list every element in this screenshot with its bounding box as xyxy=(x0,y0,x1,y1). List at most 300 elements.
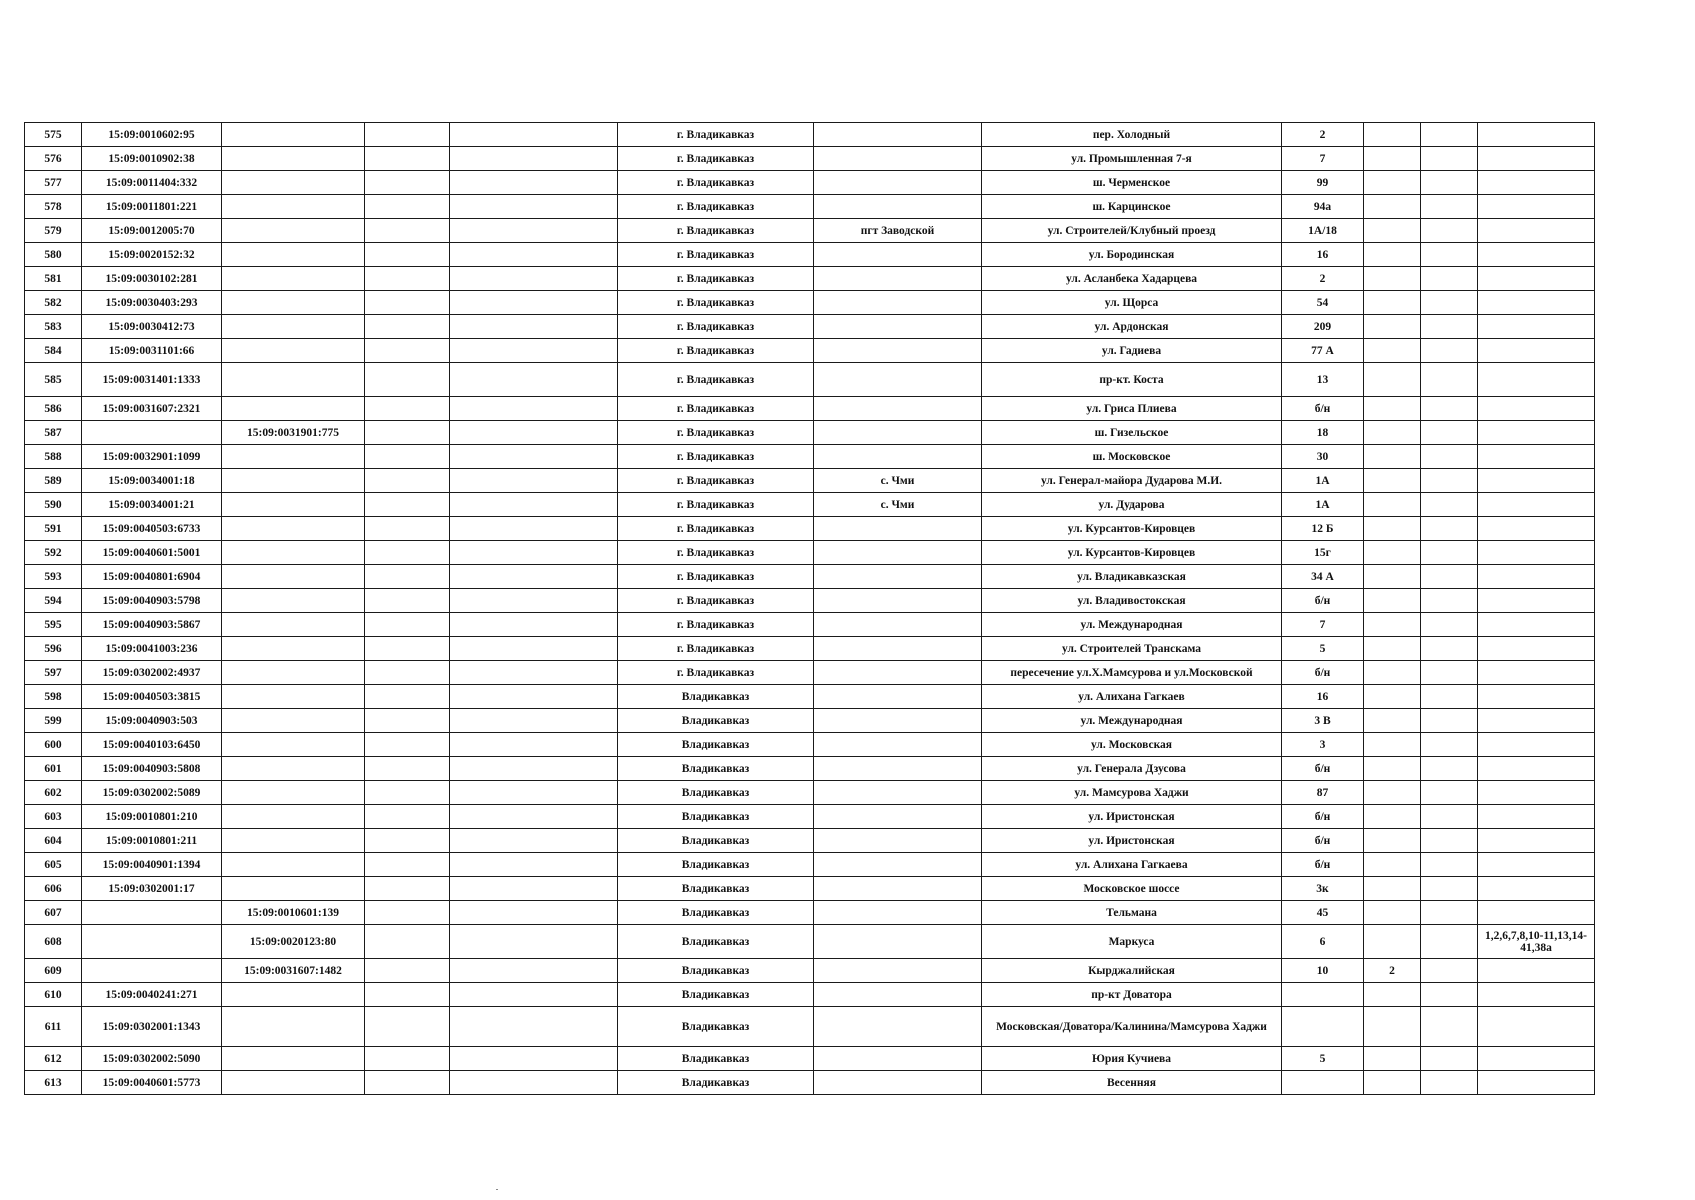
cell-row-number: 594 xyxy=(25,589,82,613)
cell-cadastral-number: 15:09:0040503:3815 xyxy=(82,685,222,709)
cell-cadastral-number-alt xyxy=(222,1007,365,1047)
cell-street: ул. Генерала Дзусова xyxy=(982,757,1282,781)
cell-cadastral-number: 15:09:0010902:38 xyxy=(82,147,222,171)
cell-settlement xyxy=(814,171,982,195)
cell-cadastral-number: 15:09:0040901:1394 xyxy=(82,853,222,877)
cell-empty xyxy=(1421,709,1478,733)
cell-house: 54 xyxy=(1282,291,1364,315)
cell-empty xyxy=(1421,733,1478,757)
cell-row-number: 582 xyxy=(25,291,82,315)
cell-extra-a xyxy=(1364,877,1421,901)
cell-cadastral-number: 15:09:0030412:73 xyxy=(82,315,222,339)
cell-row-number: 579 xyxy=(25,219,82,243)
cell-empty xyxy=(365,661,450,685)
cell-cadastral-number: 15:09:0031401:1333 xyxy=(82,363,222,397)
cell-empty xyxy=(450,853,618,877)
cell-empty xyxy=(1421,781,1478,805)
cell-empty xyxy=(450,315,618,339)
cell-house xyxy=(1282,983,1364,1007)
cell-extra-a xyxy=(1364,1071,1421,1095)
table-row xyxy=(25,613,1595,637)
cell-empty xyxy=(450,877,618,901)
cell-house: б/н xyxy=(1282,757,1364,781)
cell-city: г. Владикавказ xyxy=(618,421,814,445)
cell-extra-a xyxy=(1364,589,1421,613)
cell-cadastral-number-alt xyxy=(222,781,365,805)
cell-city: г. Владикавказ xyxy=(618,637,814,661)
cell-extra-a xyxy=(1364,267,1421,291)
cell-empty xyxy=(450,983,618,1007)
cell-empty xyxy=(450,397,618,421)
table-row xyxy=(25,1047,1595,1071)
cell-city: г. Владикавказ xyxy=(618,147,814,171)
cell-cadastral-number: 15:09:0010801:210 xyxy=(82,805,222,829)
cell-extra-a xyxy=(1364,195,1421,219)
cell-house: 18 xyxy=(1282,421,1364,445)
cell-extra-b xyxy=(1478,541,1595,565)
cell-empty xyxy=(450,1071,618,1095)
cell-street: ул. Международная xyxy=(982,709,1282,733)
cell-extra-b xyxy=(1478,733,1595,757)
table-row xyxy=(25,195,1595,219)
cell-empty xyxy=(450,805,618,829)
cell-cadastral-number-alt xyxy=(222,445,365,469)
cell-extra-b xyxy=(1478,517,1595,541)
cell-empty xyxy=(365,445,450,469)
cell-house: 15г xyxy=(1282,541,1364,565)
cell-empty xyxy=(1421,195,1478,219)
cell-city: г. Владикавказ xyxy=(618,243,814,267)
cell-extra-b xyxy=(1478,315,1595,339)
cell-extra-b xyxy=(1478,661,1595,685)
cell-extra-a xyxy=(1364,315,1421,339)
cell-empty xyxy=(365,853,450,877)
cell-house xyxy=(1282,1071,1364,1095)
table-row xyxy=(25,421,1595,445)
cell-empty xyxy=(450,469,618,493)
cell-street: ул. Иристонская xyxy=(982,805,1282,829)
cell-row-number: 585 xyxy=(25,363,82,397)
cell-cadastral-number: 15:09:0040903:5867 xyxy=(82,613,222,637)
cell-row-number: 584 xyxy=(25,339,82,363)
cell-empty xyxy=(450,709,618,733)
cell-extra-a xyxy=(1364,1047,1421,1071)
cell-extra-a xyxy=(1364,925,1421,959)
cell-extra-b xyxy=(1478,877,1595,901)
cell-settlement xyxy=(814,243,982,267)
cell-row-number: 603 xyxy=(25,805,82,829)
cell-extra-b xyxy=(1478,959,1595,983)
cell-extra-a xyxy=(1364,637,1421,661)
cell-settlement xyxy=(814,315,982,339)
cell-empty xyxy=(450,613,618,637)
cell-empty xyxy=(1421,123,1478,147)
cell-city: г. Владикавказ xyxy=(618,339,814,363)
cell-settlement xyxy=(814,637,982,661)
cell-empty xyxy=(450,541,618,565)
cell-extra-b xyxy=(1478,983,1595,1007)
cell-empty xyxy=(365,171,450,195)
cell-empty xyxy=(1421,1071,1478,1095)
cell-row-number: 604 xyxy=(25,829,82,853)
cell-cadastral-number: 15:09:0010801:211 xyxy=(82,829,222,853)
table-row xyxy=(25,315,1595,339)
cell-empty xyxy=(1421,147,1478,171)
cell-empty xyxy=(450,733,618,757)
cell-cadastral-number: 15:09:0034001:21 xyxy=(82,493,222,517)
cell-empty xyxy=(450,445,618,469)
cell-house: 77 А xyxy=(1282,339,1364,363)
cell-cadastral-number-alt xyxy=(222,123,365,147)
cell-extra-b xyxy=(1478,363,1595,397)
cell-cadastral-number-alt xyxy=(222,291,365,315)
cell-empty xyxy=(1421,291,1478,315)
cell-cadastral-number-alt xyxy=(222,733,365,757)
cell-empty xyxy=(1421,589,1478,613)
table-row xyxy=(25,243,1595,267)
cell-house: 87 xyxy=(1282,781,1364,805)
cell-empty xyxy=(1421,613,1478,637)
cell-settlement xyxy=(814,1047,982,1071)
cell-row-number: 580 xyxy=(25,243,82,267)
cell-row-number: 578 xyxy=(25,195,82,219)
table-row xyxy=(25,959,1595,983)
cell-extra-a xyxy=(1364,493,1421,517)
cell-extra-a xyxy=(1364,709,1421,733)
table-row xyxy=(25,219,1595,243)
cell-empty xyxy=(1421,685,1478,709)
cell-empty xyxy=(450,829,618,853)
cell-extra-b xyxy=(1478,445,1595,469)
cell-cadastral-number-alt xyxy=(222,637,365,661)
cell-extra-b xyxy=(1478,901,1595,925)
cell-street: Московская/Доватора/Калинина/Мамсурова Хаджи xyxy=(982,1007,1282,1047)
table-row xyxy=(25,541,1595,565)
cell-street: Юрия Кучиева xyxy=(982,1047,1282,1071)
cell-empty xyxy=(450,925,618,959)
cell-row-number: 610 xyxy=(25,983,82,1007)
cell-empty xyxy=(1421,853,1478,877)
cell-house: 99 xyxy=(1282,171,1364,195)
cell-city: Владикавказ xyxy=(618,959,814,983)
cell-extra-b xyxy=(1478,829,1595,853)
cell-street: пер. Холодный xyxy=(982,123,1282,147)
cell-cadastral-number: 15:09:0010602:95 xyxy=(82,123,222,147)
cell-extra-a xyxy=(1364,661,1421,685)
cell-row-number: 600 xyxy=(25,733,82,757)
cell-row-number: 581 xyxy=(25,267,82,291)
table-row xyxy=(25,637,1595,661)
cell-extra-a xyxy=(1364,1007,1421,1047)
cell-row-number: 591 xyxy=(25,517,82,541)
cell-city: г. Владикавказ xyxy=(618,469,814,493)
cell-city: г. Владикавказ xyxy=(618,315,814,339)
cell-extra-a xyxy=(1364,445,1421,469)
cell-city: г. Владикавказ xyxy=(618,123,814,147)
cell-cadastral-number: 15:09:0034001:18 xyxy=(82,469,222,493)
cell-row-number: 589 xyxy=(25,469,82,493)
cell-empty xyxy=(450,901,618,925)
cell-empty xyxy=(365,685,450,709)
cell-cadastral-number: 15:09:0032901:1099 xyxy=(82,445,222,469)
registry-table xyxy=(24,122,1595,1095)
cell-empty xyxy=(450,291,618,315)
cell-street: ул. Гадиева xyxy=(982,339,1282,363)
cell-extra-a xyxy=(1364,613,1421,637)
cell-row-number: 592 xyxy=(25,541,82,565)
cell-street: ш. Московское xyxy=(982,445,1282,469)
cell-empty xyxy=(365,123,450,147)
cell-cadastral-number: 15:09:0040903:503 xyxy=(82,709,222,733)
cell-street: пр-кт. Коста xyxy=(982,363,1282,397)
cell-extra-b xyxy=(1478,339,1595,363)
cell-street: ул. Щорса xyxy=(982,291,1282,315)
table-row xyxy=(25,123,1595,147)
cell-empty xyxy=(365,901,450,925)
cell-empty xyxy=(1421,445,1478,469)
cell-empty xyxy=(450,781,618,805)
cell-city: Владикавказ xyxy=(618,853,814,877)
cell-settlement: с. Чми xyxy=(814,469,982,493)
cell-city: Владикавказ xyxy=(618,829,814,853)
table-row xyxy=(25,1071,1595,1095)
cell-row-number: 611 xyxy=(25,1007,82,1047)
cell-row-number: 597 xyxy=(25,661,82,685)
cell-city: Владикавказ xyxy=(618,1071,814,1095)
table-row xyxy=(25,901,1595,925)
cell-city: г. Владикавказ xyxy=(618,445,814,469)
table-row xyxy=(25,733,1595,757)
cell-settlement xyxy=(814,195,982,219)
cell-city: г. Владикавказ xyxy=(618,267,814,291)
cell-empty xyxy=(365,195,450,219)
cell-street: Московское шоссе xyxy=(982,877,1282,901)
cell-house: б/н xyxy=(1282,589,1364,613)
cell-house: б/н xyxy=(1282,805,1364,829)
cell-cadastral-number-alt: 15:09:0031607:1482 xyxy=(222,959,365,983)
cell-house: 94а xyxy=(1282,195,1364,219)
cell-cadastral-number: 15:09:0040241:271 xyxy=(82,983,222,1007)
cell-house: б/н xyxy=(1282,829,1364,853)
cell-cadastral-number: 15:09:0041003:236 xyxy=(82,637,222,661)
cell-empty xyxy=(365,243,450,267)
table-row xyxy=(25,339,1595,363)
cell-house xyxy=(1282,1007,1364,1047)
cell-city: г. Владикавказ xyxy=(618,363,814,397)
cell-city: Владикавказ xyxy=(618,901,814,925)
cell-city: г. Владикавказ xyxy=(618,589,814,613)
cell-extra-b xyxy=(1478,267,1595,291)
cell-street: ул. Владивостокская xyxy=(982,589,1282,613)
cell-settlement xyxy=(814,733,982,757)
cell-cadastral-number-alt xyxy=(222,757,365,781)
cell-house: 30 xyxy=(1282,445,1364,469)
cell-cadastral-number xyxy=(82,925,222,959)
cell-cadastral-number: 15:09:0040903:5798 xyxy=(82,589,222,613)
cell-street: ул. Бородинская xyxy=(982,243,1282,267)
cell-cadastral-number-alt xyxy=(222,565,365,589)
cell-house: 12 Б xyxy=(1282,517,1364,541)
cell-extra-b xyxy=(1478,853,1595,877)
cell-cadastral-number: 15:09:0020152:32 xyxy=(82,243,222,267)
cell-empty xyxy=(365,1007,450,1047)
cell-empty xyxy=(1421,397,1478,421)
cell-empty xyxy=(365,541,450,565)
cell-extra-a xyxy=(1364,469,1421,493)
cell-empty xyxy=(365,1047,450,1071)
cell-extra-a: 2 xyxy=(1364,959,1421,983)
cell-city: Владикавказ xyxy=(618,1047,814,1071)
cell-empty xyxy=(365,709,450,733)
cell-extra-b xyxy=(1478,243,1595,267)
cell-settlement xyxy=(814,1007,982,1047)
cell-empty xyxy=(450,685,618,709)
cell-city: Владикавказ xyxy=(618,733,814,757)
cell-empty xyxy=(365,877,450,901)
cell-cadastral-number-alt xyxy=(222,469,365,493)
cell-cadastral-number: 15:09:0302001:1343 xyxy=(82,1007,222,1047)
cell-house: 209 xyxy=(1282,315,1364,339)
cell-extra-b xyxy=(1478,709,1595,733)
cell-settlement xyxy=(814,877,982,901)
cell-extra-b xyxy=(1478,589,1595,613)
cell-empty xyxy=(365,469,450,493)
cell-extra-b xyxy=(1478,171,1595,195)
table-row xyxy=(25,983,1595,1007)
cell-cadastral-number: 15:09:0030403:293 xyxy=(82,291,222,315)
cell-street: ш. Карцинское xyxy=(982,195,1282,219)
cell-cadastral-number: 15:09:0040601:5773 xyxy=(82,1071,222,1095)
cell-house: 16 xyxy=(1282,685,1364,709)
cell-house: б/н xyxy=(1282,397,1364,421)
cell-empty xyxy=(1421,959,1478,983)
cell-city: Владикавказ xyxy=(618,805,814,829)
cell-empty xyxy=(1421,1007,1478,1047)
cell-empty xyxy=(365,363,450,397)
cell-house: 3 В xyxy=(1282,709,1364,733)
cell-cadastral-number: 15:09:0302002:4937 xyxy=(82,661,222,685)
table-row xyxy=(25,147,1595,171)
cell-row-number: 612 xyxy=(25,1047,82,1071)
cell-extra-b xyxy=(1478,805,1595,829)
cell-empty xyxy=(450,267,618,291)
table-row xyxy=(25,805,1595,829)
cell-extra-b xyxy=(1478,1007,1595,1047)
cell-empty xyxy=(450,1007,618,1047)
table-row xyxy=(25,291,1595,315)
cell-empty xyxy=(450,1047,618,1071)
cell-settlement xyxy=(814,901,982,925)
cell-street: Весенняя xyxy=(982,1071,1282,1095)
cell-cadastral-number-alt: 15:09:0031901:775 xyxy=(222,421,365,445)
cell-row-number: 605 xyxy=(25,853,82,877)
cell-cadastral-number: 15:09:0302002:5090 xyxy=(82,1047,222,1071)
cell-settlement xyxy=(814,757,982,781)
cell-house: 45 xyxy=(1282,901,1364,925)
cell-settlement xyxy=(814,781,982,805)
cell-city: Владикавказ xyxy=(618,1007,814,1047)
cell-street: ул. Курсантов-Кировцев xyxy=(982,517,1282,541)
cell-empty xyxy=(1421,565,1478,589)
cell-extra-a xyxy=(1364,541,1421,565)
cell-row-number: 588 xyxy=(25,445,82,469)
cell-city: г. Владикавказ xyxy=(618,219,814,243)
cell-settlement xyxy=(814,565,982,589)
cell-city: г. Владикавказ xyxy=(618,291,814,315)
cell-cadastral-number-alt xyxy=(222,877,365,901)
cell-extra-a xyxy=(1364,397,1421,421)
cell-cadastral-number-alt xyxy=(222,243,365,267)
cell-street: ул. Мамсурова Хаджи xyxy=(982,781,1282,805)
cell-empty xyxy=(450,959,618,983)
table-row xyxy=(25,877,1595,901)
cell-extra-b xyxy=(1478,195,1595,219)
cell-cadastral-number-alt xyxy=(222,517,365,541)
cell-city: г. Владикавказ xyxy=(618,541,814,565)
cell-extra-b xyxy=(1478,219,1595,243)
cell-empty xyxy=(1421,243,1478,267)
cell-row-number: 575 xyxy=(25,123,82,147)
cell-settlement xyxy=(814,147,982,171)
cell-extra-a xyxy=(1364,219,1421,243)
cell-settlement xyxy=(814,661,982,685)
cell-empty xyxy=(365,733,450,757)
cell-empty xyxy=(1421,339,1478,363)
cell-street: пр-кт Доватора xyxy=(982,983,1282,1007)
cell-house: 34 А xyxy=(1282,565,1364,589)
table-row xyxy=(25,685,1595,709)
cell-street: ул. Асланбека Хадарцева xyxy=(982,267,1282,291)
cell-empty xyxy=(450,171,618,195)
cell-row-number: 606 xyxy=(25,877,82,901)
cell-row-number: 609 xyxy=(25,959,82,983)
cell-empty xyxy=(1421,877,1478,901)
cell-settlement xyxy=(814,925,982,959)
cell-cadastral-number-alt xyxy=(222,339,365,363)
cell-empty xyxy=(365,829,450,853)
cell-city: г. Владикавказ xyxy=(618,171,814,195)
cell-row-number: 598 xyxy=(25,685,82,709)
table-row xyxy=(25,589,1595,613)
cell-settlement xyxy=(814,397,982,421)
cell-city: Владикавказ xyxy=(618,709,814,733)
cell-row-number: 596 xyxy=(25,637,82,661)
table-row xyxy=(25,757,1595,781)
cell-cadastral-number-alt xyxy=(222,805,365,829)
cell-cadastral-number: 15:09:0040503:6733 xyxy=(82,517,222,541)
table-row xyxy=(25,709,1595,733)
cell-extra-b xyxy=(1478,1047,1595,1071)
cell-settlement xyxy=(814,685,982,709)
cell-city: г. Владикавказ xyxy=(618,517,814,541)
cell-empty xyxy=(365,315,450,339)
cell-extra-b xyxy=(1478,565,1595,589)
cell-extra-b xyxy=(1478,781,1595,805)
cell-empty xyxy=(365,983,450,1007)
cell-cadastral-number-alt xyxy=(222,541,365,565)
cell-empty xyxy=(450,757,618,781)
table-row xyxy=(25,469,1595,493)
cell-extra-a xyxy=(1364,757,1421,781)
cell-house: б/н xyxy=(1282,661,1364,685)
cell-empty xyxy=(450,565,618,589)
cell-cadastral-number: 15:09:0031607:2321 xyxy=(82,397,222,421)
table-row xyxy=(25,853,1595,877)
cell-empty xyxy=(365,219,450,243)
cell-cadastral-number: 15:09:0302001:17 xyxy=(82,877,222,901)
cell-empty xyxy=(450,123,618,147)
cell-extra-b xyxy=(1478,1071,1595,1095)
